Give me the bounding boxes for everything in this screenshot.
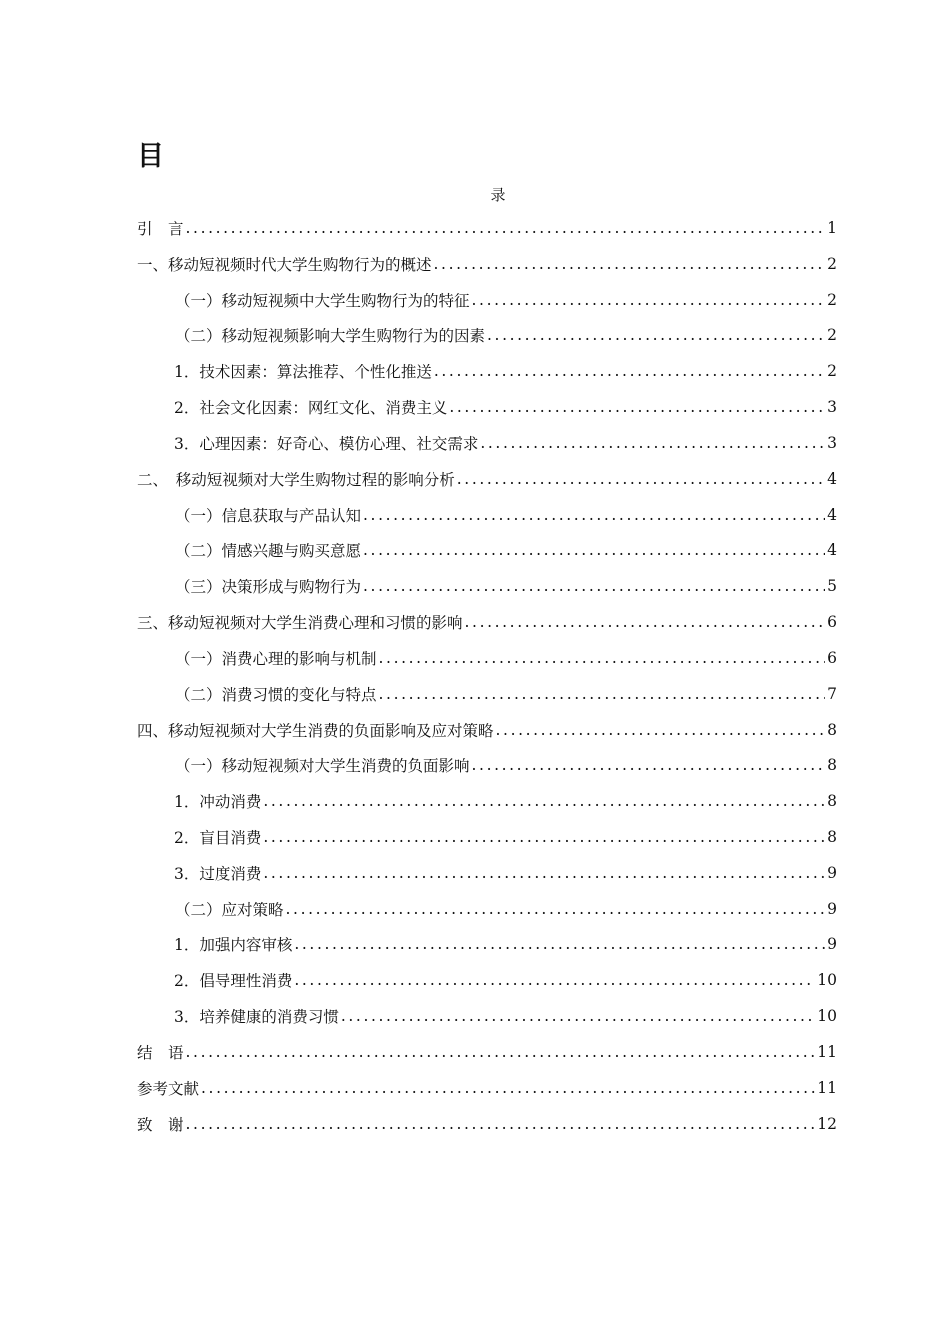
toc-entry[interactable] <box>137 927 837 963</box>
toc-entry-page-number: 10 <box>817 971 837 990</box>
toc-entry-label: （二）应对策略 <box>175 900 284 919</box>
toc-entry[interactable] <box>137 389 837 425</box>
dot-leader <box>487 326 825 344</box>
toc-entry-label: （一）移动短视频对大学生消费的负面影响 <box>175 757 470 776</box>
toc-entry-page-number: 4 <box>827 469 837 488</box>
toc-entry[interactable] <box>137 1034 837 1070</box>
toc-entry-page-number: 1 <box>827 218 837 237</box>
dot-leader <box>201 1079 815 1097</box>
toc-entry-page-number: 11 <box>817 1042 837 1061</box>
toc-entry-page-number: 12 <box>817 1114 837 1133</box>
toc-entry-page-number: 9 <box>827 863 837 882</box>
toc-entry-label: 2．倡导理性消费 <box>174 972 293 991</box>
toc-entry[interactable] <box>137 1070 837 1106</box>
dot-leader <box>449 398 825 416</box>
toc-entry-page-number: 4 <box>827 505 837 524</box>
dot-leader <box>263 828 825 846</box>
dot-leader <box>480 434 825 452</box>
toc-entry-label: 四、移动短视频对大学生消费的负面影响及应对策略 <box>137 721 494 740</box>
toc-entry-page-number: 9 <box>827 935 837 954</box>
toc-entry-page-number: 8 <box>827 792 837 811</box>
dot-leader <box>363 577 825 595</box>
toc-entry[interactable] <box>137 676 837 712</box>
table-of-contents <box>137 210 837 1142</box>
toc-entry-label: （一）消费心理的影响与机制 <box>175 649 377 668</box>
dot-leader <box>496 721 826 739</box>
toc-title-part2: 录 <box>490 186 506 204</box>
toc-entry-label: 2．盲目消费 <box>174 828 262 847</box>
dot-leader <box>363 541 825 559</box>
dot-leader <box>457 470 825 488</box>
toc-entry-page-number: 3 <box>827 433 837 452</box>
toc-entry-label: 2．社会文化因素：网红文化、消费主义 <box>174 399 448 418</box>
toc-entry-label: 1．冲动消费 <box>174 793 262 812</box>
dot-leader <box>379 685 826 703</box>
toc-entry-label: 三、移动短视频对大学生消费心理和习惯的影响 <box>137 614 463 633</box>
toc-entry[interactable] <box>137 962 837 998</box>
dot-leader <box>294 935 825 953</box>
toc-entry-page-number: 3 <box>827 398 837 417</box>
toc-entry-label: （二）移动短视频影响大学生购物行为的因素 <box>175 327 486 346</box>
toc-entry-page-number: 5 <box>827 577 837 596</box>
toc-entry-label: （二）消费习惯的变化与特点 <box>175 685 377 704</box>
dot-leader <box>286 900 826 918</box>
toc-entry[interactable] <box>137 532 837 568</box>
toc-entry[interactable] <box>137 568 837 604</box>
toc-entry-page-number: 2 <box>827 362 837 381</box>
toc-entry-label: （二）情感兴趣与购买意愿 <box>175 542 362 561</box>
toc-entry-page-number: 9 <box>827 899 837 918</box>
dot-leader <box>186 1115 816 1133</box>
toc-entry[interactable] <box>137 461 837 497</box>
toc-entry-page-number: 2 <box>827 254 837 273</box>
toc-entry-page-number: 6 <box>827 613 837 632</box>
toc-entry[interactable] <box>137 712 837 748</box>
toc-entry[interactable] <box>137 891 837 927</box>
toc-entry-page-number: 2 <box>827 290 837 309</box>
toc-entry[interactable] <box>137 353 837 389</box>
toc-entry-page-number: 8 <box>827 720 837 739</box>
toc-entry-page-number: 8 <box>827 827 837 846</box>
toc-entry-label: 1．加强内容审核 <box>174 936 293 955</box>
toc-entry-page-number: 2 <box>827 326 837 345</box>
dot-leader <box>434 362 825 380</box>
dot-leader <box>263 792 825 810</box>
toc-entry[interactable] <box>137 497 837 533</box>
toc-entry-label: 参考文献 <box>137 1079 200 1098</box>
toc-entry[interactable] <box>137 317 837 353</box>
toc-entry-page-number: 8 <box>827 756 837 775</box>
toc-entry[interactable] <box>137 210 837 246</box>
dot-leader <box>294 971 815 989</box>
toc-entry-label: 3．心理因素：好奇心、模仿心理、社交需求 <box>174 434 479 453</box>
toc-entry-label: （一）移动短视频中大学生购物行为的特征 <box>175 291 470 310</box>
toc-entry-label: 一、移动短视频时代大学生购物行为的概述 <box>137 255 432 274</box>
toc-entry-page-number: 7 <box>827 684 837 703</box>
dot-leader <box>465 613 826 631</box>
dot-leader <box>434 255 826 273</box>
toc-entry[interactable] <box>137 855 837 891</box>
toc-entry[interactable] <box>137 783 837 819</box>
dot-leader <box>263 864 825 882</box>
toc-entry-label: 3．培养健康的消费习惯 <box>174 1008 339 1027</box>
toc-entry[interactable] <box>137 425 837 461</box>
toc-entry-label: 结 语 <box>137 1043 184 1062</box>
toc-entry[interactable] <box>137 640 837 676</box>
toc-entry[interactable] <box>137 282 837 318</box>
toc-entry[interactable] <box>137 747 837 783</box>
dot-leader <box>472 291 826 309</box>
toc-entry-page-number: 10 <box>817 1007 837 1026</box>
toc-entry-label: （一）信息获取与产品认知 <box>175 506 362 525</box>
toc-entry-label: 3．过度消费 <box>174 864 262 883</box>
toc-entry-label: （三）决策形成与购物行为 <box>175 578 362 597</box>
dot-leader <box>186 1043 816 1061</box>
toc-entry[interactable] <box>137 1106 837 1142</box>
toc-title-part1: 目 <box>137 141 164 172</box>
toc-entry-label: 二、 移动短视频对大学生购物过程的影响分析 <box>137 470 455 489</box>
toc-entry-label: 致 谢 <box>137 1115 184 1134</box>
toc-entry-page-number: 6 <box>827 648 837 667</box>
dot-leader <box>363 506 825 524</box>
toc-entry-label: 引 言 <box>137 219 184 238</box>
toc-entry[interactable] <box>137 246 837 282</box>
dot-leader <box>379 649 826 667</box>
dot-leader <box>186 219 826 237</box>
toc-entry-page-number: 4 <box>827 541 837 560</box>
toc-entry[interactable] <box>137 819 837 855</box>
dot-leader <box>472 756 826 774</box>
toc-entry-label: 1．技术因素：算法推荐、个性化推送 <box>174 363 432 382</box>
toc-entry[interactable] <box>137 998 837 1034</box>
toc-entry[interactable] <box>137 604 837 640</box>
toc-entry-page-number: 11 <box>817 1078 837 1097</box>
dot-leader <box>341 1007 815 1025</box>
